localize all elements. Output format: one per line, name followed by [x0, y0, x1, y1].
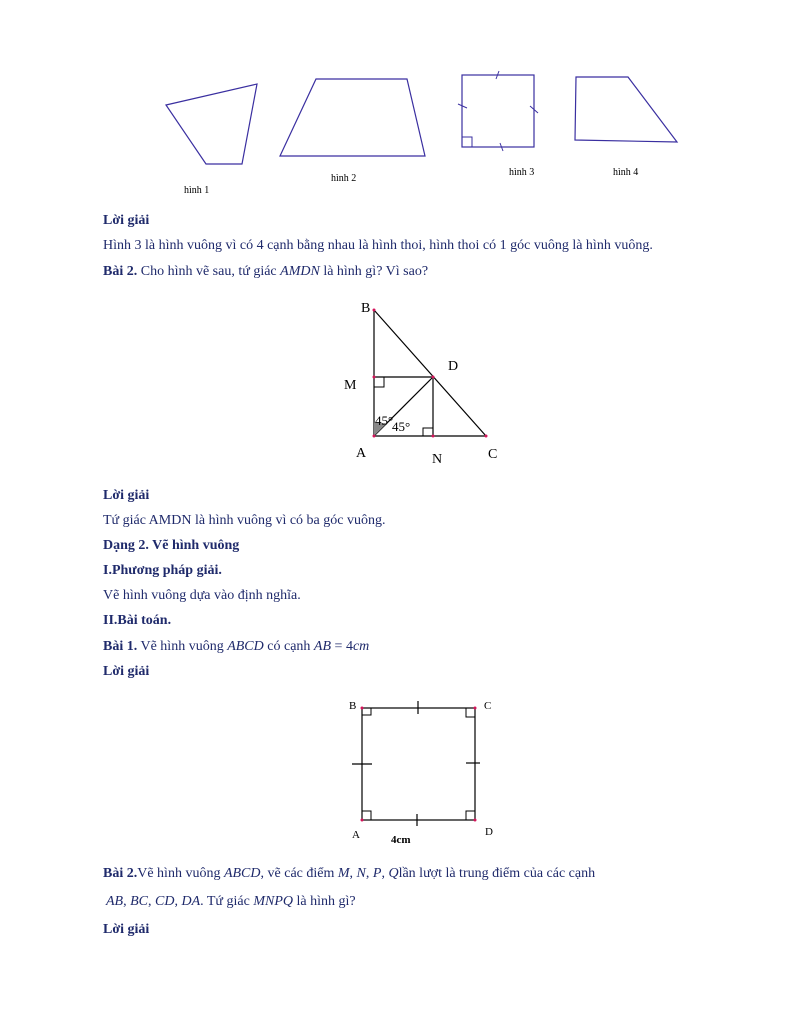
bai-1-text-b: có cạnh: [263, 639, 314, 654]
bai-2b-label: Bài 2.: [103, 866, 138, 881]
sq-side-label: 4cm: [391, 834, 411, 846]
caption-hinh-4: hình 4: [613, 167, 639, 178]
bai-1-label: Bài 1.: [103, 639, 138, 654]
quad-shape-1: [166, 84, 257, 164]
square-abcd-figure: [330, 690, 530, 855]
bai-1-eq: =: [331, 639, 346, 654]
bai-2b-math-q: Q: [388, 866, 399, 881]
bai-2-question: [103, 264, 428, 280]
bai-2-text-a: Cho hình vẽ sau, tứ giác: [137, 264, 281, 279]
caption-hinh-2: hình 2: [331, 173, 357, 184]
bai-1-text-a: Vẽ hình vuông: [137, 639, 228, 654]
bai-2b-text-d: . Tứ giác: [200, 894, 254, 909]
solution-heading-2: Lời giải: [103, 488, 150, 503]
solution-heading-3: Lời giải: [103, 664, 150, 679]
caption-hinh-1: hình 1: [184, 185, 210, 196]
method-text: Vẽ hình vuông dựa vào định nghĩa.: [103, 588, 301, 603]
bai-1-value: 4: [345, 639, 353, 654]
solution-heading-1: Lời giải: [103, 213, 150, 228]
bai-2b-text-a: Vẽ hình vuông: [137, 866, 224, 881]
bai-2b-math-da: DA: [181, 894, 201, 909]
sq-label-D: D: [485, 826, 493, 838]
solution-text-2: Tứ giác AMDN là hình vuông vì có ba góc vuông.: [103, 513, 386, 528]
bai-2b-math-abcd: ABCD: [223, 866, 261, 881]
sq-label-B: B: [349, 700, 357, 712]
bai-1-unit: cm: [352, 639, 370, 654]
sq-label-A: A: [352, 829, 360, 841]
quad-shape-3: [458, 71, 538, 151]
bai-2b-math-p: P: [372, 866, 382, 881]
caption-hinh-3: hình 3: [509, 167, 535, 178]
quad-shape-2: [280, 79, 425, 156]
bai-2b-math-m: M: [337, 866, 350, 881]
bai-2b-math-cd: CD: [155, 894, 175, 909]
bai-1-math-abcd: ABCD: [227, 639, 264, 654]
bai-1-question: [103, 639, 369, 655]
bai-2-math: AMDN: [280, 264, 320, 279]
bai-2b-question-line2: AB, BC, CD, DA. Tứ giác MNPQ là hình gì?: [106, 894, 356, 909]
solution-text-1: Hình 3 là hình vuông vì có 4 cạnh bằng nhau là hình thoi, hình thoi có 1 góc vuông là hình vuông.: [103, 238, 653, 253]
bai-2b-question-line1: Bài 2.Vẽ hình vuông ABCD, vẽ các điểm M, N, P, Qlần lượt là trung điểm của các cạnh: [103, 866, 596, 881]
label-N: N: [432, 452, 443, 467]
label-A: A: [356, 446, 367, 461]
bai-2b-math-mnpq: MNPQ: [253, 894, 294, 909]
label-C: C: [488, 447, 498, 462]
bai-2b-math-ab: AB: [106, 894, 124, 909]
sq-label-C: C: [484, 700, 492, 712]
angle-label-2: 45°: [392, 419, 411, 434]
bai-2b-math-n: N: [356, 866, 366, 881]
bai-2b-text-c: lần lượt là trung điểm của các cạnh: [398, 866, 596, 881]
quadrilaterals-figure: [0, 0, 792, 200]
problems-title: II.Bài toán.: [103, 613, 172, 628]
bai-2-label: Bài 2.: [103, 264, 138, 279]
triangle-square-figure: [330, 295, 530, 475]
method-title: I.Phương pháp giải.: [103, 563, 222, 578]
dang-2-title: Dạng 2. Vẽ hình vuông: [103, 538, 240, 553]
label-M: M: [344, 378, 357, 393]
bai-2b-text-e: là hình gì?: [293, 894, 356, 909]
bai-1-math-ab: AB: [313, 639, 332, 654]
label-B: B: [361, 301, 371, 316]
angle-label-1: 45°: [375, 413, 394, 428]
label-D: D: [448, 359, 459, 374]
bai-2-text-b: là hình gì? Vì sao?: [319, 264, 429, 279]
bai-2b-text-b: , vẽ các điểm: [260, 866, 338, 881]
bai-2b-math-bc: BC: [130, 894, 148, 909]
quad-shape-4: [575, 77, 677, 142]
solution-heading-4: Lời giải: [103, 922, 150, 937]
